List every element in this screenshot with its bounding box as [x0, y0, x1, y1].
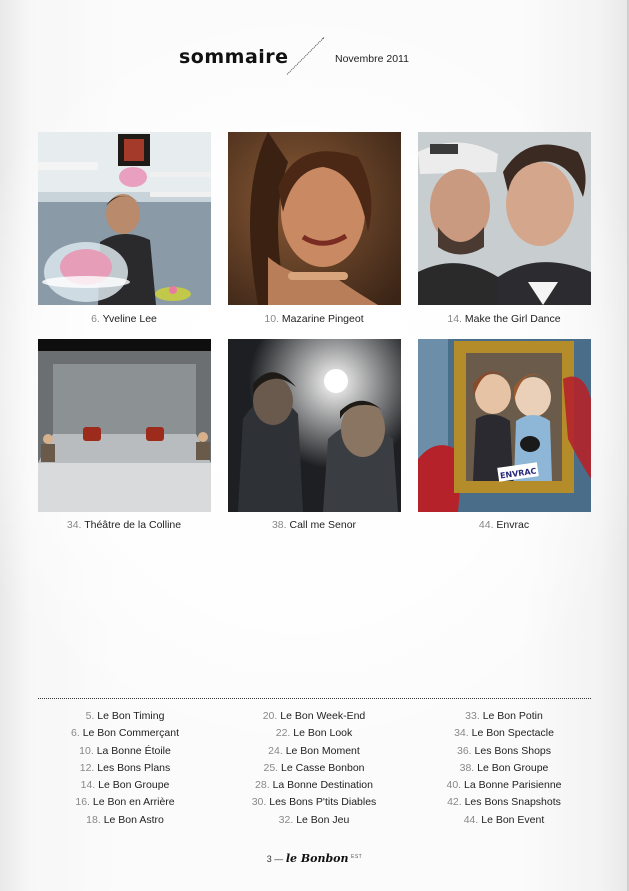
rubrique-label: Le Bon Spectacle	[471, 727, 554, 740]
dotted-separator	[38, 698, 591, 699]
page-title: sommaire	[179, 46, 289, 68]
rubrique-page-number: 28.	[255, 779, 270, 792]
rubrique-page-number: 5.	[85, 710, 95, 722]
rubrique-item[interactable]	[224, 725, 404, 742]
rubrique-label: Les Bons Snapshots	[464, 796, 561, 809]
rubrique-page-number: 18.	[86, 813, 101, 826]
rubrique-label: La Bonne Parisienne	[464, 779, 562, 792]
rubrique-page-number: 16.	[75, 796, 90, 809]
feature-caption	[404, 313, 604, 325]
rubrique-page-number: 20.	[262, 710, 278, 722]
feature-caption	[404, 519, 604, 531]
rubrique-item[interactable]	[35, 760, 215, 777]
rubrique-label: Le Bon Look	[293, 727, 353, 740]
rubrique-label: Les Bons P'tits Diables	[269, 796, 377, 809]
rubrique-page-number: 40.	[446, 779, 462, 792]
rubrique-label: Le Bon Groupe	[477, 761, 549, 774]
rubrique-item[interactable]	[414, 794, 594, 811]
rubrique-label: La Bonne Étoile	[96, 744, 171, 757]
brand-edition: EST	[351, 854, 363, 860]
feature-title[interactable]: Mazarine Pingeot	[281, 313, 364, 325]
rubrique-item[interactable]	[35, 708, 215, 725]
rubrique-page-number: 14.	[80, 779, 96, 792]
rubrique-item[interactable]	[414, 708, 594, 725]
rubrique-label: Le Bon Potin	[482, 710, 543, 722]
brand-logo: le Bonbon	[285, 852, 349, 865]
rubrique-label: Le Bon Week-End	[280, 710, 366, 722]
rubrique-page-number: 6.	[71, 727, 80, 740]
rubrique-label: Le Bon Moment	[285, 744, 360, 757]
page-number: 3	[266, 854, 272, 864]
rubrique-page-number: 25.	[263, 761, 279, 774]
photo-envrac[interactable]	[418, 339, 591, 512]
rubrique-item[interactable]	[35, 743, 215, 760]
rubrique-label: Le Bon en Arrière	[92, 796, 175, 809]
rubrique-item[interactable]	[414, 725, 594, 742]
photo-mazarine-pingeot[interactable]	[228, 132, 401, 305]
header	[0, 36, 629, 86]
feature-page-number: 10.	[264, 313, 279, 325]
rubrique-column-2	[224, 708, 404, 829]
rubrique-label: La Bonne Destination	[272, 779, 373, 792]
rubrique-label: Le Bon Jeu	[296, 813, 350, 826]
photo-call-me-senor[interactable]	[228, 339, 401, 512]
feature-caption	[24, 313, 224, 325]
envrac-sign-text: ENVRAC	[499, 466, 537, 481]
feature-page-number: 14.	[447, 313, 462, 325]
rubrique-page-number: 36.	[457, 744, 472, 757]
rubrique-label: Les Bons Shops	[474, 744, 551, 757]
rubrique-item[interactable]	[35, 812, 215, 829]
page-footer	[0, 852, 629, 865]
rubrique-label: Le Bon Event	[481, 813, 545, 826]
rubrique-page-number: 34.	[454, 727, 469, 740]
rubrique-page-number: 22.	[275, 727, 291, 740]
feature-page-number: 38.	[271, 519, 287, 531]
rubrique-item[interactable]	[35, 794, 215, 811]
rubrique-column-3	[414, 708, 594, 829]
feature-title[interactable]: Make the Girl Dance	[464, 313, 561, 325]
feature-caption	[214, 519, 414, 531]
feature-title[interactable]: Envrac	[496, 519, 530, 531]
rubrique-item[interactable]	[414, 777, 594, 794]
rubrique-label: Le Casse Bonbon	[281, 761, 365, 774]
rubrique-item[interactable]	[414, 812, 594, 829]
rubrique-label: Le Bon Astro	[103, 813, 164, 826]
rubrique-item[interactable]	[224, 777, 404, 794]
rubrique-label: Les Bons Plans	[97, 761, 171, 774]
rubrique-item[interactable]	[224, 760, 404, 777]
rubrique-label: Le Bon Commerçant	[82, 727, 179, 740]
rubrique-item[interactable]	[414, 760, 594, 777]
rubrique-label: Le Bon Timing	[97, 710, 165, 722]
rubrique-page-number: 44.	[463, 813, 479, 826]
rubrique-item[interactable]	[224, 812, 404, 829]
rubrique-item[interactable]	[224, 794, 404, 811]
photo-theatre-de-la-colline[interactable]	[38, 339, 211, 512]
feature-title[interactable]: Théâtre de la Colline	[84, 519, 182, 531]
rubrique-page-number: 42.	[447, 796, 462, 809]
rubrique-page-number: 12.	[79, 761, 95, 774]
rubrique-item[interactable]	[414, 743, 594, 760]
feature-title[interactable]: Call me Senor	[289, 519, 357, 531]
rubrique-page-number: 33.	[465, 710, 480, 722]
issue-date: Novembre 2011	[335, 53, 409, 65]
feature-caption	[214, 313, 414, 325]
photo-yveline-lee[interactable]	[38, 132, 211, 305]
rubrique-item[interactable]	[35, 725, 215, 742]
photo-make-the-girl-dance[interactable]	[418, 132, 591, 305]
rubrique-column-1	[35, 708, 215, 829]
feature-caption	[24, 519, 224, 531]
rubrique-page-number: 24.	[268, 744, 283, 757]
rubrique-page-number: 30.	[251, 796, 267, 809]
feature-page-number: 34.	[66, 519, 82, 531]
rubrique-label: Le Bon Groupe	[98, 779, 170, 792]
rubrique-item[interactable]	[224, 708, 404, 725]
rubrique-page-number: 38.	[459, 761, 475, 774]
rubrique-item[interactable]	[224, 743, 404, 760]
rubrique-page-number: 32.	[278, 813, 294, 826]
feature-page-number: 44.	[478, 519, 494, 531]
dotted-divider-slash	[287, 37, 324, 74]
rubrique-page-number: 10.	[79, 744, 94, 757]
feature-title[interactable]: Yveline Lee	[102, 313, 157, 325]
footer-dash: —	[274, 854, 284, 864]
feature-page-number: 6.	[91, 313, 100, 325]
rubrique-item[interactable]	[35, 777, 215, 794]
